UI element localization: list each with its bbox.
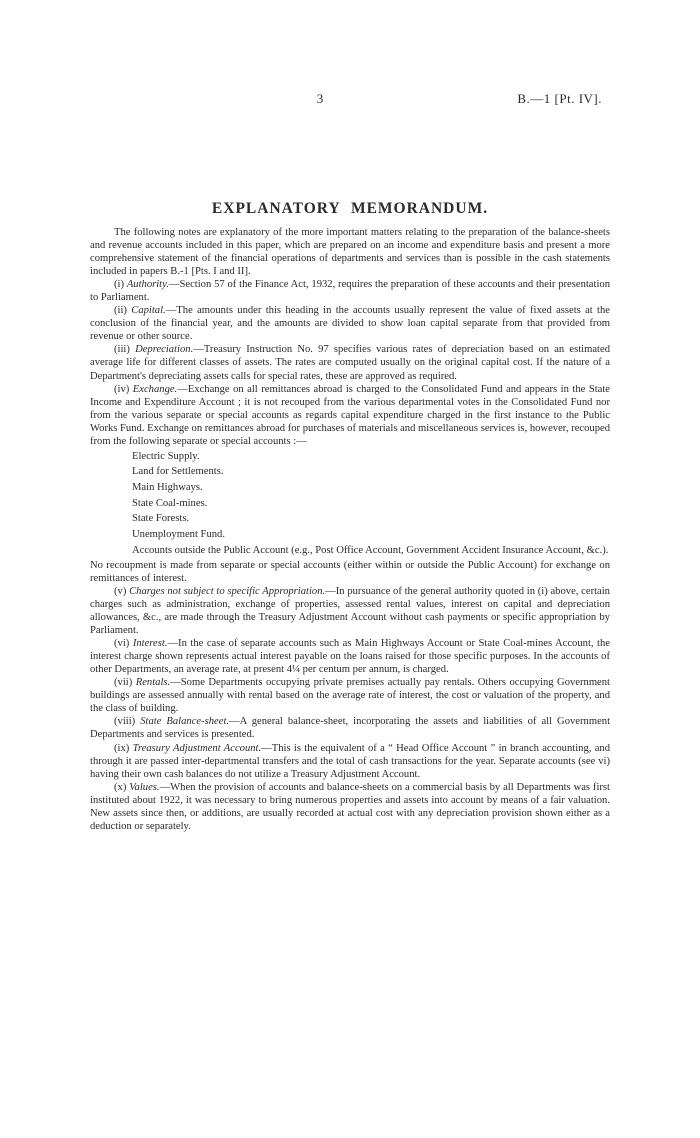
list-item: State Forests. xyxy=(132,513,190,525)
list-item: Electric Supply. xyxy=(132,450,200,462)
note-text: In pursuance of the general authority quoted in (i) above, certain charges such as administration, exchange of properties, assessed rental values, interest on capital and depreciation allowances, &c., are made through the Treasury Adjustment Account without cash payments or specific appropriation by Parliament. xyxy=(90,585,610,637)
list-item: Land for Settlements. xyxy=(132,466,224,478)
note-heading: Treasury Adjustment Account. xyxy=(132,742,262,754)
note-authority: (i) Authority.—Section 57 of the Finance Act, 1932, requires the preparation of these accounts and their presentation to Parliament. xyxy=(90,279,610,304)
after-list-paragraph: No recoupment is made from separate or special accounts (either within or outside the Public Account) for exchange on remittances of interest. xyxy=(90,559,610,584)
document-reference: B.—1 [Pt. IV]. xyxy=(517,91,602,106)
note-heading: Rentals. xyxy=(135,677,171,689)
note-charges: (v) Charges not subject to specific Appropriation.—In pursuance of the general authority quoted in (i) above, certain charges such as administration, exchange of properties, assessed rental values, interest on capital and depreciation allowances, &c., are made through the Treasury Adjustment Account without cash payments or specific appropriation by Parliament. xyxy=(90,585,610,637)
note-heading: Authority. xyxy=(126,279,169,291)
intro-paragraph: The following notes are explanatory of the more important matters relating to the preparation of the balance-sheets and revenue accounts included in this paper, which are prepared on an income and expenditure basis and present a more comprehensive statement of the financial operations of departments and services than is possible in the cash statements included in papers B.-1 [Pts. I and II]. xyxy=(90,227,610,278)
note-number: (iv) xyxy=(114,383,130,395)
list-item: State Coal-mines. xyxy=(132,497,208,509)
note-number: (i) xyxy=(114,279,124,291)
note-heading: Capital. xyxy=(131,305,166,317)
note-text: A general balance-sheet, incorporating the assets and liabilities of all Government Departments and services is presented. xyxy=(90,716,611,741)
note-heading: Depreciation. xyxy=(135,344,194,356)
note-interest: (vi) Interest.—In the case of separate accounts such as Main Highways Account or State Coal-mines Account, the interest charge shown represents actual interest payable on the loans raised for those specific purposes. In the accounts of other Departments, an average rate, at present 4¼ per centum per annum, is charged. xyxy=(90,638,611,676)
note-text: Some Departments occupying private premises actually pay rentals. Others occupying Government buildings are assessed annually with rental based on the average rate of interest, the cost or valuation of the property, and the class of building. xyxy=(90,677,610,715)
note-number: (ii) xyxy=(114,305,127,317)
note-heading: Values. xyxy=(129,781,160,793)
note-text: Section 57 of the Finance Act, 1932, requires the preparation of these accounts and their presentation to Parliament. xyxy=(90,279,610,304)
note-heading: Exchange. xyxy=(132,383,178,395)
list-item: Main Highways. xyxy=(132,481,203,493)
note-text: When the provision of accounts and balance-sheets on a commercial basis by all Departments was first instituted about 1922, it was necessary to bring numerous properties and assets into account by means of a fair valuation. New assets since then, or additions, are usually recorded at actual cost with any depreciation provision shown either as a deduction or separately. xyxy=(90,781,610,832)
note-text: This is the equivalent of a “ Head Office Account ” in branch accounting, and through it are passed inter-departmental transfers and the total of cash transactions for the year. Separate accounts (see vi) having their own cash balances do not utilize a Treasury Adjustment Account. xyxy=(90,742,610,780)
note-number: (v) xyxy=(114,585,127,597)
separate-accounts-list xyxy=(132,449,610,558)
note-text: Treasury Instruction No. 97 specifies various rates of depreciation based on an estimated average life for different classes of assets. The rates are computed usually on the original capital cost. If the nature of a Department's depreciating assets calls for special rates, these are approved as required. xyxy=(90,344,610,382)
note-heading: Charges not subject to specific Appropriation. xyxy=(129,585,326,597)
note-number: (vi) xyxy=(114,638,130,650)
note-number: (iii) xyxy=(114,344,130,356)
note-number: (vii) xyxy=(114,677,133,689)
note-text: In the case of separate accounts such as Main Highways Account or State Coal-mines Account, the interest charge shown represents actual interest payable on the loans raised for those specific purposes. In the accounts of other Departments, an average rate, at present 4¼ per centum per annum, is charged. xyxy=(90,638,611,676)
note-number: (viii) xyxy=(114,716,136,728)
note-capital: (ii) Capital.—The amounts under this heading in the accounts usually represent the value of fixed assets at the conclusion of the financial year, and the amounts are divided to show loan capital separate from that provided from revenue or other source. xyxy=(90,305,610,343)
list-item: Unemployment Fund. xyxy=(132,528,225,540)
note-number: (ix) xyxy=(114,742,130,754)
list-item: Accounts outside the Public Account (e.g., Post Office Account, Government Accident Insurance Account, &c.). xyxy=(132,545,609,557)
note-exchange: (iv) Exchange.—Exchange on all remittances abroad is charged to the Consolidated Fund and appears in the State Income and Expenditure Account ; it is not recouped from the various departmental votes in the Consolidated Fund nor from the various separate or special accounts as regards capital expenditure charged in the first instance to the Public Works Fund. Exchange on remittances abroad for purchases of materials and miscellaneous services is, however, recouped from the following separate or special accounts :— xyxy=(90,383,610,447)
page-title: EXPLANATORY MEMORANDUM. xyxy=(211,200,489,217)
note-adjustment-account: (ix) Treasury Adjustment Account.—This is the equivalent of a “ Head Office Account ” in branch accounting, and through it are passed inter-departmental transfers and the total of cash transactions for the year. Separate accounts (see vi) having their own cash balances do not utilize a Treasury Adjustment Account. xyxy=(90,742,610,780)
note-rentals: (vii) Rentals.—Some Departments occupying private premises actually pay rentals. Others occupying Government buildings are assessed annually with rental based on the average rate of interest, the cost or valuation of the property, and the class of building. xyxy=(90,677,610,715)
note-balance-sheet: (viii) State Balance-sheet.—A general balance-sheet, incorporating the assets and liabilities of all Government Departments and services is presented. xyxy=(90,716,611,741)
note-depreciation: (iii) Depreciation.—Treasury Instruction No. 97 specifies various rates of depreciation based on an estimated average life for different classes of assets. The rates are computed usually on the original capital cost. If the nature of a Department's depreciating assets calls for special rates, these are approved as required. xyxy=(90,344,610,382)
note-values: (x) Values.—When the provision of accounts and balance-sheets on a commercial basis by all Departments was first instituted about 1922, it was necessary to bring numerous properties and assets into account by means of a fair valuation. New assets since then, or additions, are usually recorded at actual cost with any depreciation provision shown either as a deduction or separately. xyxy=(90,781,610,832)
note-number: (x) xyxy=(114,781,127,793)
note-heading: State Balance-sheet. xyxy=(140,716,230,728)
note-text: Exchange on all remittances abroad is charged to the Consolidated Fund and appears in the State Income and Expenditure Account ; it is not recouped from the various departmental votes in the Consolidated Fund nor from the various separate or special accounts as regards capital expenditure charged in the first instance to the Public Works Fund. Exchange on remittances abroad for purchases of materials and miscellaneous services is, however, recouped from the following separate or special accounts :— xyxy=(90,383,610,447)
note-heading: Interest. xyxy=(132,638,168,650)
page-number: 3 xyxy=(316,91,324,106)
note-text: The amounts under this heading in the accounts usually represent the value of fixed assets at the conclusion of the financial year, and the amounts are divided to show loan capital separate from that provided from revenue or other source. xyxy=(90,305,610,343)
memorandum-body xyxy=(90,226,610,833)
